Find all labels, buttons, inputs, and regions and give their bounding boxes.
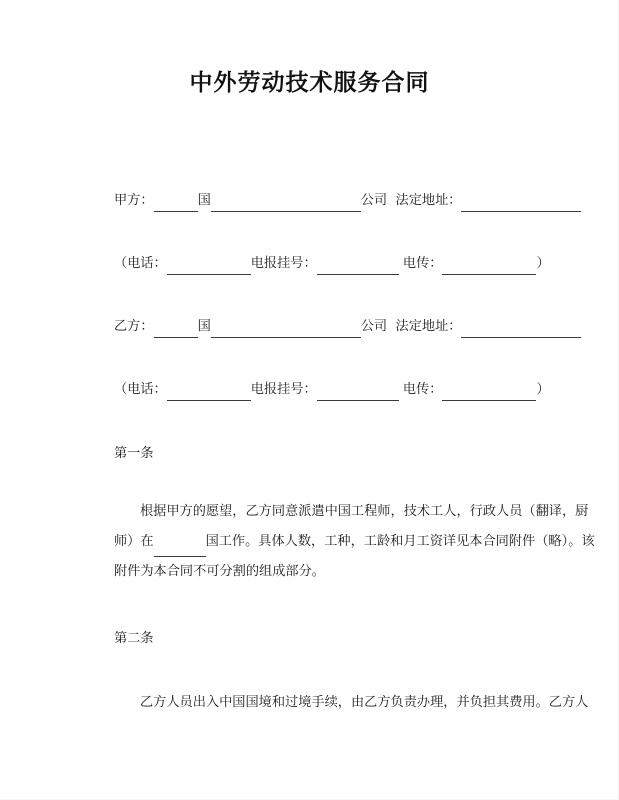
party-b-line: [114, 316, 544, 338]
party-a-address-blank[interactable]: [461, 198, 581, 212]
close-paren: ）: [536, 256, 550, 271]
party-b-country-blank[interactable]: [154, 324, 198, 338]
party-a-country-blank[interactable]: [154, 198, 198, 212]
article-1-line-2: [114, 527, 595, 557]
party-a-telex-label: 电传：: [402, 256, 443, 271]
party-b-telegram-blank[interactable]: [317, 387, 399, 401]
party-a-phone-blank[interactable]: [167, 261, 251, 275]
party-b-company-blank[interactable]: [211, 324, 361, 338]
open-paren: （: [114, 256, 128, 271]
article-1-line-3-text: 国工作。具体人数，工种，工龄和月工资详见本合同附件（略）。该: [205, 534, 595, 549]
party-a-company-suffix: 公司: [360, 193, 388, 208]
article-2-line-1: 乙方人员出入中国国境和过境手续，由乙方负责办理，并负担其费用。乙方人: [140, 695, 589, 710]
party-a-phone-label: 电话：: [127, 256, 167, 271]
spacer: [387, 193, 395, 208]
article-1-line-4: 附件为本合同不可分割的组成部分。: [114, 564, 325, 579]
party-a-telegram-blank[interactable]: [317, 261, 399, 275]
party-b-telegram-label: 电报挂号：: [250, 382, 317, 397]
party-a-role-label: 甲方：: [114, 193, 154, 208]
party-b-address-blank[interactable]: [461, 324, 581, 338]
party-b-country-suffix: 国: [197, 319, 211, 334]
party-a-line: [114, 190, 544, 212]
party-b-phone-label: 电话：: [127, 382, 167, 397]
party-b-role-label: 乙方：: [114, 319, 154, 334]
close-paren: ）: [536, 382, 550, 397]
party-a-contact-line: [114, 253, 550, 275]
party-b-phone-blank[interactable]: [167, 387, 251, 401]
article-1-heading: 第一条: [114, 446, 154, 461]
article-1-body: [114, 497, 595, 587]
party-b-telex-blank[interactable]: [442, 387, 536, 401]
party-a-address-label: 法定地址：: [395, 193, 462, 208]
article-2-body: [114, 688, 589, 718]
party-b-address-label: 法定地址：: [395, 319, 462, 334]
party-b-company-suffix: 公司: [360, 319, 388, 334]
party-a-company-blank[interactable]: [211, 198, 361, 212]
page-title: 中外劳动技术服务合同: [189, 70, 430, 96]
article-2-heading: 第二条: [114, 631, 154, 646]
party-b-contact-line: [114, 379, 550, 401]
spacer: [387, 319, 395, 334]
party-b-telex-label: 电传：: [402, 382, 443, 397]
open-paren: （: [114, 382, 128, 397]
party-a-telex-blank[interactable]: [442, 261, 536, 275]
article-1-line-2-text: 师）在: [114, 534, 154, 549]
party-a-country-suffix: 国: [197, 193, 211, 208]
party-a-telegram-label: 电报挂号：: [250, 256, 317, 271]
work-country-blank[interactable]: [154, 543, 206, 557]
article-1-line-1: 根据甲方的愿望，乙方同意派遣中国工程师，技术工人，行政人员（翻译，厨: [140, 504, 589, 519]
